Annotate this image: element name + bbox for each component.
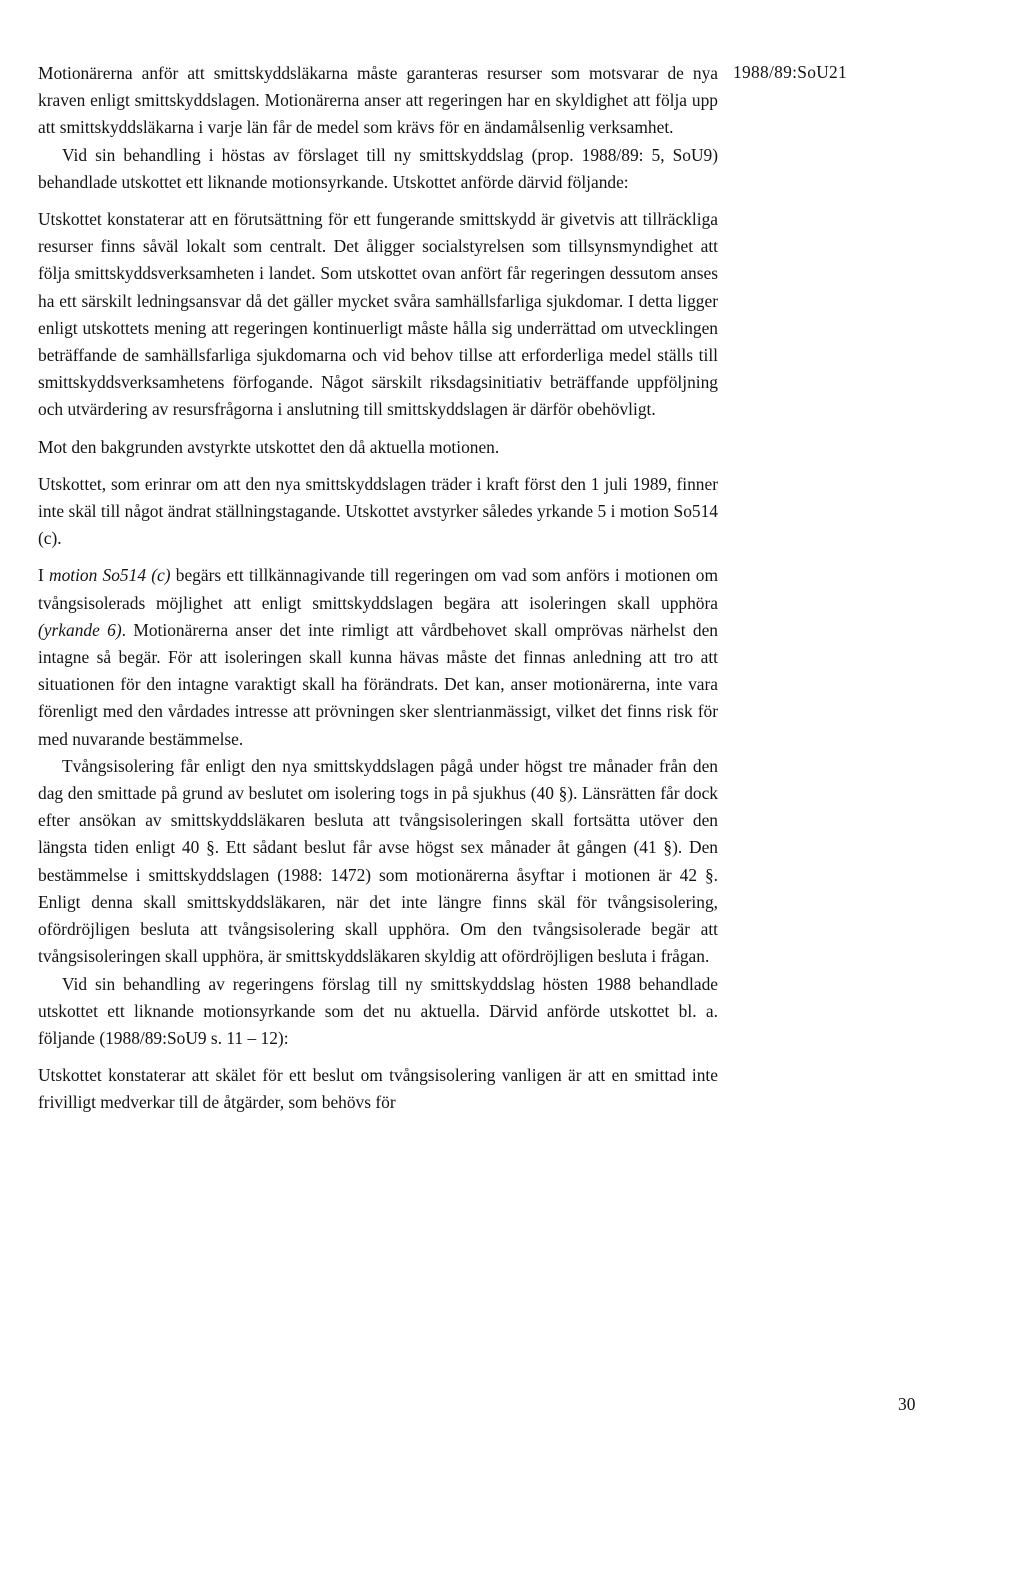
motion-reference: motion So514 (c) bbox=[49, 565, 171, 586]
paragraph-committee-conclusion: Utskottet, som erinrar om att den nya smittskyddslagen träder i kraft först den 1 juli 1989, finner inte skäl till något ändrat ställningstagande. Utskottet avstyrker således yrkande 5 i motion So514 (c). bbox=[38, 473, 718, 549]
paragraph-motion-argument: Motionärerna anför att smittskyddsläkarna måste garanteras resurser som motsvarar de nya kraven enligt smittskyddslagen. Motionärerna anser att regeringen har en skyldighet att följa upp att smittskyddsläkarna i varje län får de medel som krävs för en ändamålsenlig verksamhet. bbox=[38, 63, 718, 138]
page-number: 30 bbox=[898, 1394, 916, 1414]
document-reference: 1988/89:SoU21 bbox=[733, 62, 848, 82]
paragraph-forced-isolation: Tvångsisolering får enligt den nya smittskyddslagen pågå under högst tre månader från den dag den smittade på grund av beslutet om isolering togs in på sjukhus (40 §). Länsrätten får dock efter ansökan av smittskyddsläkaren besluta att tvångsisoleringen skall fortsätta utöver den längsta tiden enligt 40 §. Ett sådant beslut får avse högst sex månader åt gången (41 §). Den bestämmelse i smittskyddslagen (1988: 1472) som motionärerna åsyftar i motionen är 42 §. Enligt denna skall smittskyddsläkaren, när det inte längre finns skäl för tvångsisolering, ofördröjligen besluta att tvångsisolering skall upphöra. Om den tvångsisolerade begär att tvångsisoleringen skall upphöra, är smittskyddsläkaren skyldig att ofördröjligen besluta i frågan. bbox=[38, 755, 718, 967]
paragraph-motion-so514 bbox=[38, 562, 718, 752]
paragraph-autumn-1988: Vid sin behandling av regeringens förslag till ny smittskyddslag hösten 1988 behandlade utskottet ett liknande motionsyrkande som det nu aktuella. Därvid anförde utskottet bl. a. följande (1988/89:SoU9 s. 11 – 12): bbox=[38, 973, 718, 1048]
paragraph-previous-treatment: Vid sin behandling i höstas av förslaget till ny smittskyddslag (prop. 1988/89: 5, SoU9) behandlade utskottet ett liknande motionsyrkande. Utskottet anförde därvid följande: bbox=[38, 144, 718, 192]
text-run: begärs ett tillkännagivande till regeringen om vad som anförs i motionen om tvångsisolerads möjlighet att enligt smittskyddslagen begära att isoleringen skall upphöra bbox=[38, 565, 719, 613]
text-run: . Motionärerna anser det inte rimligt att vårdbehovet skall omprövas närhelst den intagne så begär. För att isoleringen skall kunna hävas måste det finnas anledning att tro att situationen för den intagne varaktigt skall ha förändrats. Det kan, anser motionärerna, inte vara förenligt med den vårdades intresse att prövningen sker slentrianmässigt, vilket det finns risk för med nuvarande bestämmelse. bbox=[38, 619, 718, 749]
body-text-column bbox=[38, 60, 718, 1117]
quoted-committee-statement-2: Utskottet konstaterar att skälet för ett beslut om tvångsisolering vanligen är att en smittad inte frivilligt medverkar till de åtgärder, som behövs för bbox=[38, 1065, 718, 1113]
paragraph-rejection: Mot den bakgrunden avstyrkte utskottet den då aktuella motionen. bbox=[38, 436, 500, 457]
yrkande-reference: (yrkande 6) bbox=[38, 619, 122, 640]
quoted-committee-statement: Utskottet konstaterar att en förutsättning för ett fungerande smittskydd är givetvis att tillräckliga resurser finns såväl lokalt som centralt. Det åligger socialstyrelsen som tillsynsmyndighet att följa smittskyddsverksamheten i landet. Som utskottet ovan anfört får regeringen dessutom anses ha ett särskilt ledningsansvar då det gäller mycket svåra samhällsfarliga sjukdomar. I detta ligger enligt utskottets mening att regeringen kontinuerligt måste hålla sig underrättad om utvecklingen beträffande de samhällsfarliga sjukdomarna och vid behov tillse att erforderliga medel ställs till smittskyddsverksamhetens förfogande. Något särskilt riksdagsinitiativ beträffande uppföljning och utvärdering av resursfrågorna i anslutning till smittskyddslagen är därför obehövligt. bbox=[38, 209, 718, 420]
text-run: I bbox=[38, 565, 50, 586]
